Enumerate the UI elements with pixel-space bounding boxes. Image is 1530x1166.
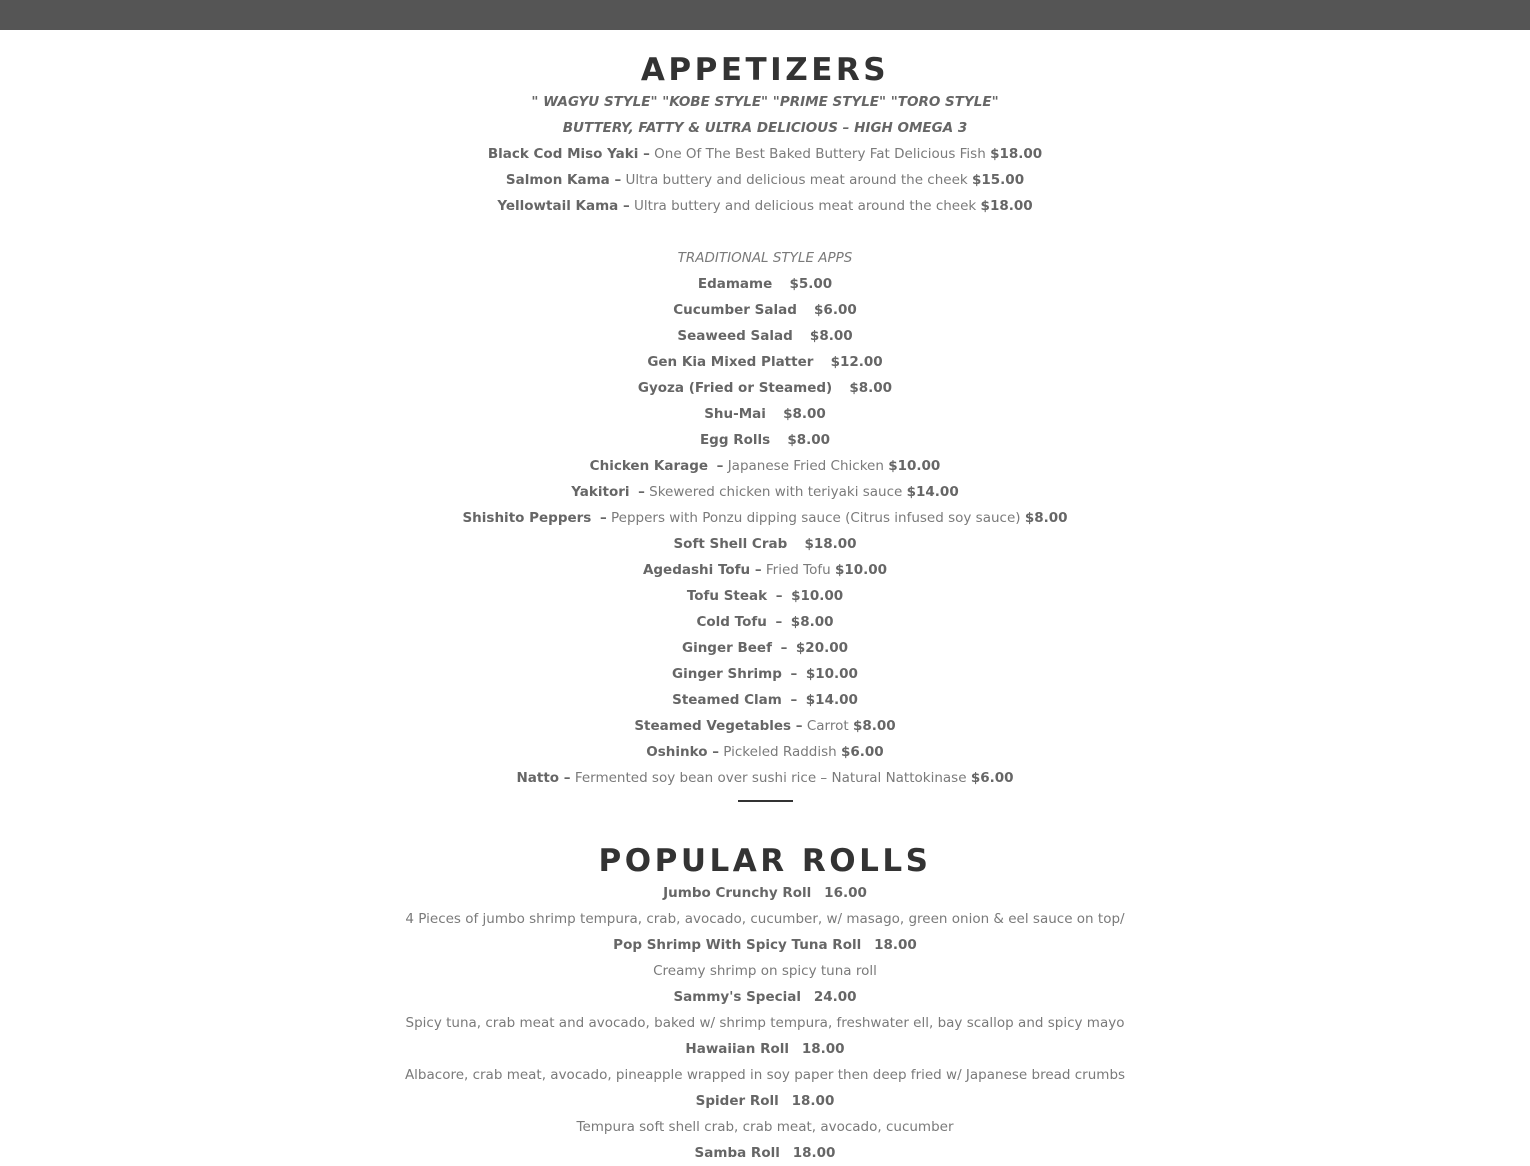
menu-item [0, 505, 1530, 531]
item-separator: – [790, 666, 798, 682]
menu-item [0, 167, 1530, 193]
menu-item [0, 193, 1530, 219]
item-name: Gyoza (Fried or Steamed) [637, 380, 833, 396]
item-price: $8.00 [809, 328, 853, 344]
roll-name: Samba Roll [694, 1145, 780, 1161]
item-description: Carrot [806, 718, 849, 734]
item-description: Ultra buttery and delicious meat around the cheek [625, 172, 968, 188]
menu-item [0, 479, 1530, 505]
roll-item [0, 932, 1530, 958]
item-price: $18.00 [990, 146, 1043, 162]
item-name: Tofu Steak [686, 588, 768, 604]
item-name: Salmon Kama – [505, 172, 622, 188]
menu-item [0, 687, 1530, 713]
item-name: Ginger Beef [681, 640, 772, 656]
item-description: Ultra buttery and delicious meat around the cheek [634, 198, 977, 214]
item-name: Natto – [516, 770, 571, 786]
roll-name: Jumbo Crunchy Roll [663, 885, 812, 901]
roll-item [0, 1036, 1530, 1062]
item-price: $18.00 [980, 198, 1033, 214]
roll-description: Creamy shrimp on spicy tuna roll [653, 963, 877, 979]
item-name: Gen Kia Mixed Platter [647, 354, 814, 370]
item-separator: – [775, 588, 783, 604]
menu-item [0, 583, 1530, 609]
item-price: $5.00 [789, 276, 833, 292]
item-name: Oshinko – [646, 744, 719, 760]
appetizers-tagline-1: " WAGYU STYLE" "KOBE STYLE" "PRIME STYLE" "TORO STYLE" [531, 94, 999, 110]
item-separator: – [716, 458, 724, 474]
roll-name: Sammy's Special [673, 989, 801, 1005]
item-description: Fermented soy bean over sushi rice – Natural Nattokinase [574, 770, 967, 786]
item-price: $8.00 [849, 380, 893, 396]
traditional-heading: TRADITIONAL STYLE APPS [677, 250, 853, 266]
roll-price: 18.00 [792, 1145, 836, 1161]
item-name: Yakitori [571, 484, 630, 500]
menu-item [0, 739, 1530, 765]
top-bar [0, 0, 1530, 30]
roll-price: 18.00 [801, 1041, 845, 1057]
item-name: Black Cod Miso Yaki – [487, 146, 650, 162]
item-name: Cucumber Salad [673, 302, 797, 318]
menu-item [0, 375, 1530, 401]
roll-price: 16.00 [824, 885, 867, 901]
menu-item [0, 557, 1530, 583]
item-name: Soft Shell Crab [673, 536, 788, 552]
item-description: Pickeled Raddish [723, 744, 837, 760]
item-name: Edamame [697, 276, 773, 292]
menu-item [0, 765, 1530, 791]
item-price: $8.00 [1024, 510, 1068, 526]
item-price: $6.00 [970, 770, 1014, 786]
item-name: Steamed Vegetables – [634, 718, 803, 734]
roll-description: Albacore, crab meat, avocado, pineapple wrapped in soy paper then deep fried w/ Japanese bread crumbs [404, 1067, 1126, 1083]
item-price: $8.00 [790, 614, 834, 630]
roll-description: Spicy tuna, crab meat and avocado, baked w/ shrimp tempura, freshwater ell, bay scallop and spicy mayo [405, 1015, 1125, 1031]
roll-price: 24.00 [813, 989, 857, 1005]
item-name: Chicken Karage [589, 458, 709, 474]
item-name: Yellowtail Kama – [497, 198, 630, 214]
appetizers-tagline-2: BUTTERY, FATTY & ULTRA DELICIOUS – HIGH OMEGA 3 [562, 120, 968, 136]
item-price: $6.00 [814, 302, 857, 318]
item-price: $12.00 [830, 354, 883, 370]
item-separator: – [638, 484, 645, 500]
item-description: Skewered chicken with teriyaki sauce [649, 484, 903, 500]
item-name: Shu-Mai [704, 406, 766, 422]
menu-item [0, 271, 1530, 297]
item-name: Egg Rolls [699, 432, 771, 448]
spacer [0, 219, 1530, 245]
item-description: One Of The Best Baked Buttery Fat Delicious Fish [654, 146, 986, 162]
item-price: $10.00 [888, 458, 941, 474]
item-price: $6.00 [841, 744, 884, 760]
item-name: Shishito Peppers [462, 510, 592, 526]
item-price: $14.00 [805, 692, 858, 708]
roll-price: 18.00 [874, 937, 917, 953]
item-price: $8.00 [787, 432, 831, 448]
roll-item [0, 1088, 1530, 1114]
menu-item [0, 713, 1530, 739]
item-price: $20.00 [795, 640, 849, 656]
menu-item [0, 297, 1530, 323]
item-price: $10.00 [805, 666, 858, 682]
menu-content [0, 30, 1530, 1166]
item-name: Steamed Clam [672, 692, 782, 708]
item-name: Cold Tofu [696, 614, 767, 630]
premium-appetizers-list [0, 141, 1530, 219]
item-price: $18.00 [804, 536, 857, 552]
menu-item [0, 323, 1530, 349]
roll-name: Spider Roll [695, 1093, 779, 1109]
roll-item [0, 880, 1530, 906]
roll-item [0, 1140, 1530, 1166]
item-name: Ginger Shrimp [672, 666, 782, 682]
item-price: $8.00 [783, 406, 826, 422]
item-separator: – [599, 510, 607, 526]
item-separator: – [775, 614, 783, 630]
roll-description: 4 Pieces of jumbo shrimp tempura, crab, avocado, cucumber, w/ masago, green onion & eel sauce on top/ [405, 911, 1125, 927]
menu-item [0, 635, 1530, 661]
roll-name: Hawaiian Roll [685, 1041, 789, 1057]
menu-item [0, 401, 1530, 427]
item-separator: – [790, 692, 798, 708]
popular-rolls-title: POPULAR ROLLS [598, 843, 932, 879]
menu-item [0, 453, 1530, 479]
menu-item [0, 141, 1530, 167]
roll-item [0, 984, 1530, 1010]
item-price: $14.00 [906, 484, 959, 500]
menu-item [0, 427, 1530, 453]
popular-rolls-list [0, 880, 1530, 1166]
item-separator: – [780, 640, 788, 656]
traditional-appetizers-list [0, 271, 1530, 791]
menu-item [0, 609, 1530, 635]
item-price: $10.00 [834, 562, 888, 578]
item-name: Agedashi Tofu – [642, 562, 762, 578]
menu-item [0, 349, 1530, 375]
roll-price: 18.00 [791, 1093, 835, 1109]
item-price: $15.00 [972, 172, 1025, 188]
item-description: Peppers with Ponzu dipping sauce (Citrus infused soy sauce) [610, 510, 1021, 526]
menu-item [0, 531, 1530, 557]
roll-name: Pop Shrimp With Spicy Tuna Roll [613, 937, 862, 953]
item-description: Japanese Fried Chicken [727, 458, 884, 474]
item-price: $8.00 [852, 718, 896, 734]
item-name: Seaweed Salad [677, 328, 793, 344]
item-description: Fried Tofu [765, 562, 831, 578]
spacer [0, 802, 1530, 846]
roll-description: Tempura soft shell crab, crab meat, avocado, cucumber [576, 1119, 954, 1135]
appetizers-title: APPETIZERS [640, 52, 890, 88]
item-price: $10.00 [791, 588, 844, 604]
menu-item [0, 661, 1530, 687]
